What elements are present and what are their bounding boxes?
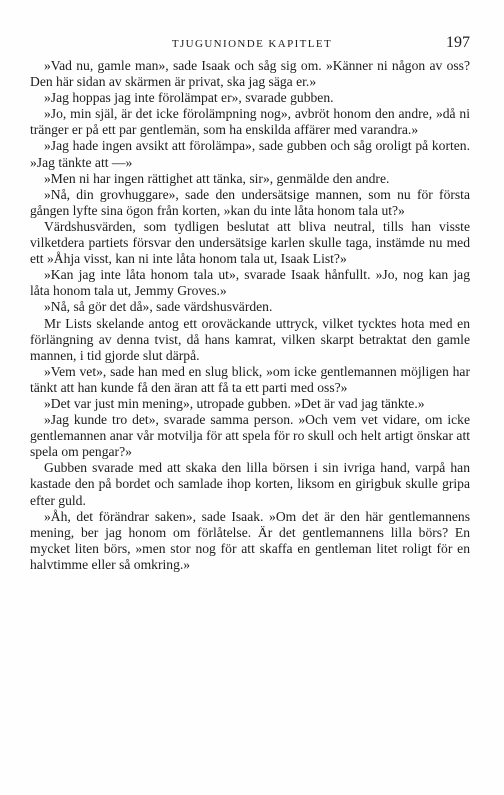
running-head: TJUGUNIONDE KAPITLET xyxy=(171,38,333,50)
paragraph: »Vem vet», sade han med en slug blick, »om icke gentlemannen möjligen har tänkt att han kunde få den äran att få ta ett parti med oss?» xyxy=(30,363,470,395)
paragraph: »Kan jag inte låta honom tala ut», svarade Isaak hånfullt. »Jo, nog kan jag låta honom tala ut, Jemmy Groves.» xyxy=(30,267,470,299)
paragraph: »Nå, så gör det då», sade värdshusvärden. xyxy=(44,299,273,315)
paragraph: »Det var just min mening», utropade gubben. »Det är vad jag tänkte.» xyxy=(44,395,425,411)
paragraph: »Vad nu, gamle man», sade Isaak och såg sig om. »Känner ni någon av oss? Den här sidan av skärmen är privat, ska jag säga er.» xyxy=(30,58,470,90)
page-number: 197 xyxy=(446,34,470,51)
page-body xyxy=(30,58,470,573)
paragraph: Värdshusvärden, som tydligen beslutat att bliva neutral, tills han visste vilketdera partiets försvar den undersätsige karlen skulle taga, instämde nu med ett »Åhja visst, kan ni inte låta honom tala ut, Isaak List?» xyxy=(30,218,470,267)
paragraph: Gubben svarade med att skaka den lilla börsen i sin ivriga hand, varpå han kastade den på bordet och samlade ihop korten, liksom en girigbuk skulle gripa efter guld. xyxy=(30,460,470,508)
paragraph: »Jo, min själ, är det icke förolämpning nog», avbröt honom den andre, »då ni tränger er på ett par gentlemän, som ha enskilda affärer med varandra.» xyxy=(30,106,470,138)
paragraph: »Jag hoppas jag inte förolämpat er», svarade gubben. xyxy=(44,90,334,106)
page-header xyxy=(30,34,474,54)
paragraph: »Åh, det förändrar saken», sade Isaak. »Om det är den här gentlemannens mening, ber jag honom om förlåtelse. Är det gentlemannens lilla börs? En mycket liten börs, »men stor nog för att skaffa en gentleman litet roligt för en halvtimme eller så omkring.» xyxy=(30,508,470,572)
paragraph: »Jag kunde tro det», svarade samma person. »Och vem vet vidare, om icke gentlemannen anar vår motvilja för att spela för ro skull och helt artigt önskar att spela om pengar?» xyxy=(30,412,470,460)
paragraph: »Jag hade ingen avsikt att förolämpa», sade gubben och såg oroligt på korten. »Jag tänkte att —» xyxy=(30,138,470,170)
paragraph: »Nå, din grovhuggare», sade den undersätsige mannen, som nu för första gången lyfte sina ögon från korten, »kan du inte låta honom tala ut?» xyxy=(30,186,470,218)
paragraph: »Men ni har ingen rättighet att tänka, sir», genmälde den andre. xyxy=(44,170,390,186)
paragraph: Mr Lists skelande antog ett oroväckande uttryck, vilket tycktes hota med en förlängning av denna tvist, då hans kamrat, vilken skarpt betraktat den gamle mannen, i tid gjorde slut därpå. xyxy=(30,315,470,363)
